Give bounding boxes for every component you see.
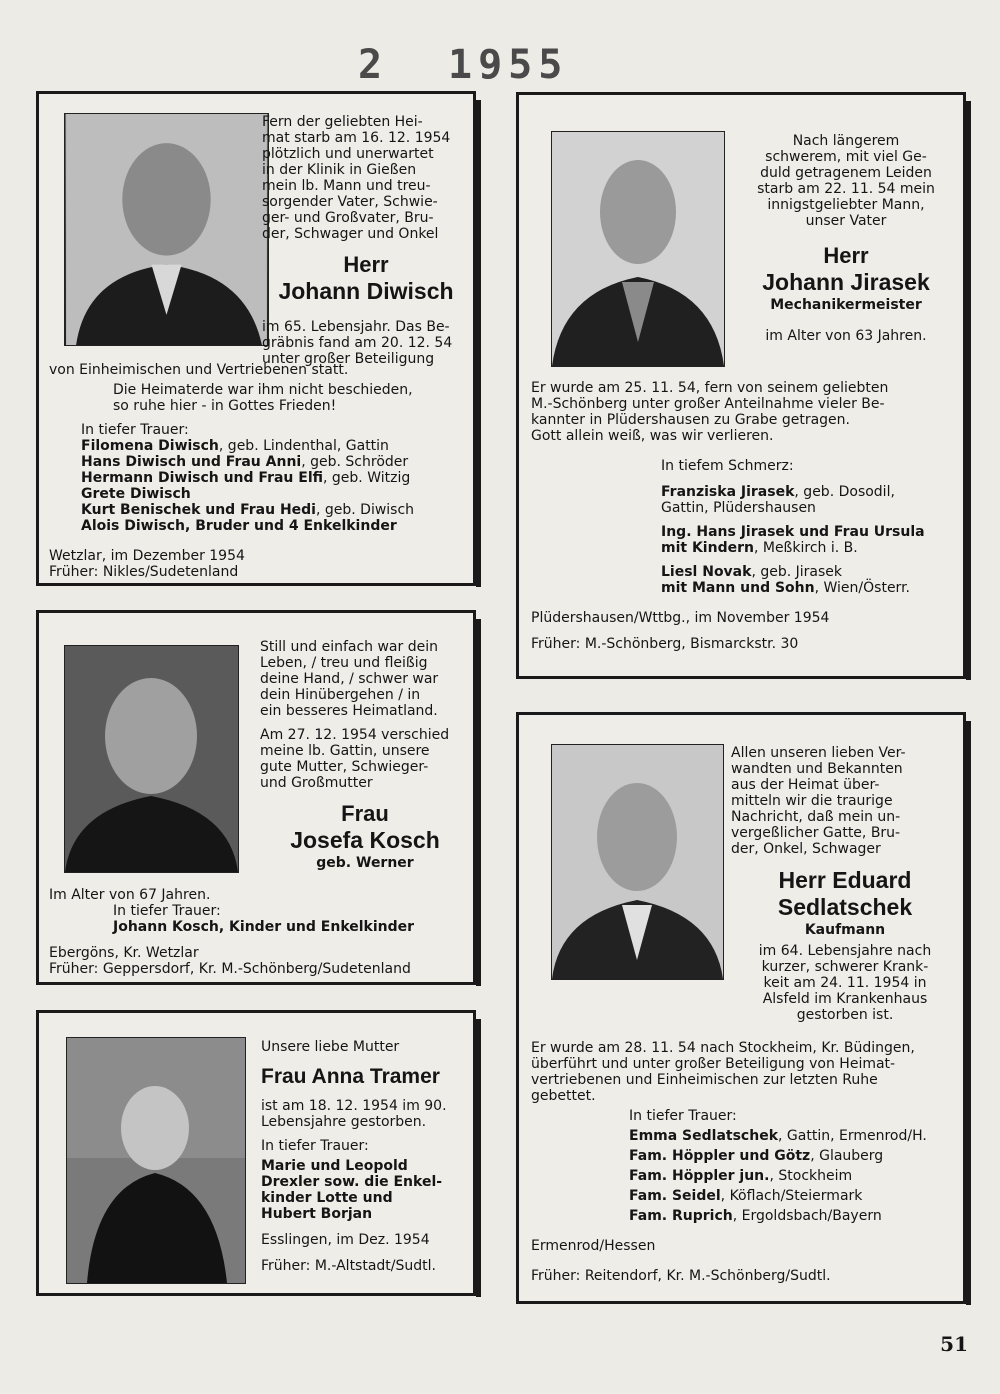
intro-line: meine lb. Gattin, unsere	[260, 743, 430, 759]
place-date: Ebergöns, Kr. Wetzlar	[49, 945, 199, 961]
portrait-sedlatschek	[551, 744, 724, 980]
header-number: 2	[358, 42, 383, 88]
mourning-label: In tiefem Schmerz:	[661, 458, 794, 474]
intro-line: der, Onkel, Schwager	[731, 841, 881, 857]
intro-line: Nachricht, daß mein un-	[731, 809, 901, 825]
mourner-line: Kurt Benischek und Frau Hedi, geb. Diwisch	[81, 502, 415, 518]
portrait-kosch	[64, 645, 239, 873]
intro-line: und Großmutter	[260, 775, 373, 791]
detail-line: keit am 24. 11. 1954 in	[763, 975, 927, 991]
origin: Früher: Geppersdorf, Kr. M.-Schönberg/Sudetenland	[49, 961, 411, 977]
intro-line: ger- und Großvater, Bru-	[262, 210, 434, 226]
burial-line: Er wurde am 25. 11. 54, fern von seinem geliebten	[531, 380, 889, 396]
detail-line: kurzer, schwerer Krank-	[761, 959, 929, 975]
intro-line: ein besseres Heimatland.	[260, 703, 438, 719]
verse-line: so ruhe hier - in Gottes Frieden!	[113, 398, 337, 414]
deceased-name-line2: Sedlatschek	[777, 894, 913, 920]
intro-line: Allen unseren lieben Ver-	[731, 745, 906, 761]
salutation: Herr	[343, 252, 389, 277]
mourner-line: Emma Sedlatschek, Gattin, Ermenrod/H.	[629, 1128, 927, 1144]
mourner-line: Marie und Leopold	[261, 1158, 408, 1174]
mourner-line: Alois Diwisch, Bruder und 4 Enkelkinder	[81, 518, 397, 534]
mourner-line: Fam. Seidel, Köflach/Steiermark	[629, 1188, 863, 1204]
portrait-kosch-figure	[65, 646, 238, 872]
intro-line: Leben, / treu und fleißig	[260, 655, 428, 671]
mourning-label: In tiefer Trauer:	[629, 1108, 737, 1124]
mourner-line: kinder Lotte und	[261, 1190, 393, 1206]
intro-line: unser Vater	[805, 213, 887, 229]
burial-line: vertriebenen und Einheimischen zur letzten Ruhe	[531, 1072, 878, 1088]
detail-line: Alsfeld im Krankenhaus	[762, 991, 928, 1007]
portrait-diwisch	[64, 113, 269, 346]
intro-line: deine Hand, / schwer war	[260, 671, 439, 687]
maiden-name: geb. Werner	[316, 855, 414, 871]
mourner-line: Fam. Höppler und Götz, Glauberg	[629, 1148, 884, 1164]
burial-line: überführt und unter großer Beteiligung von Heimat-	[531, 1056, 896, 1072]
mourner-line: Ing. Hans Jirasek und Frau Ursula	[661, 524, 925, 540]
portrait-jirasek-figure	[552, 132, 724, 366]
obituary-diwisch	[36, 91, 476, 586]
profession: Mechanikermeister	[770, 297, 922, 313]
portrait-diwisch-figure	[65, 114, 268, 345]
place-date: Plüdershausen/Wttbg., im November 1954	[531, 610, 830, 626]
obituary-sedlatschek	[516, 712, 966, 1304]
intro-line: in der Klinik in Gießen	[262, 162, 417, 178]
intro-line: dein Hinübergehen / in	[260, 687, 421, 703]
intro-line: mat starb am 16. 12. 1954	[262, 130, 451, 146]
portrait-sedlatschek-figure	[552, 745, 723, 979]
mourning-label: In tiefer Trauer:	[261, 1138, 369, 1154]
intro-line: vergeßlicher Gatte, Bru-	[731, 825, 901, 841]
intro-line: duld getragenem Leiden	[760, 165, 932, 181]
intro-line: Am 27. 12. 1954 verschied	[260, 727, 450, 743]
origin: Früher: Nikles/Sudetenland	[49, 564, 239, 580]
obituary-tramer	[36, 1010, 476, 1296]
burial-line: kannter in Plüdershausen zu Grabe getragen.	[531, 412, 850, 428]
intro-line: plötzlich und unerwartet	[262, 146, 434, 162]
origin: Früher: M.-Schönberg, Bismarckstr. 30	[531, 636, 799, 652]
mourner-line: Liesl Novak, geb. Jirasek	[661, 564, 843, 580]
burial-line: gebettet.	[531, 1088, 596, 1104]
intro-line: Fern der geliebten Hei-	[262, 114, 423, 130]
intro-line: mein lb. Mann und treu-	[262, 178, 431, 194]
intro-line: Nach längerem	[792, 133, 900, 149]
salutation: Herr	[823, 243, 869, 268]
origin: Früher: M.-Altstadt/Sudtl.	[261, 1258, 436, 1274]
deceased-name-line1: Herr Eduard	[778, 867, 912, 893]
detail-line: im 64. Lebensjahre nach	[758, 943, 932, 959]
mourner-line: Hubert Borjan	[261, 1206, 373, 1222]
deceased-name: Josefa Kosch	[290, 827, 440, 853]
detail-line: gestorben ist.	[796, 1007, 894, 1023]
burial-line: M.-Schönberg unter großer Anteilnahme vieler Be-	[531, 396, 885, 412]
mourner-line: Grete Diwisch	[81, 486, 191, 502]
origin: Früher: Reitendorf, Kr. M.-Schönberg/Sudtl.	[531, 1268, 831, 1284]
intro-line: mitteln wir die traurige	[731, 793, 893, 809]
intro-line: wandten und Bekannten	[731, 761, 903, 777]
mourner-line: Fam. Ruprich, Ergoldsbach/Bayern	[629, 1208, 882, 1224]
deceased-name: Johann Diwisch	[278, 278, 454, 304]
detail-line: Lebensjahre gestorben.	[261, 1114, 427, 1130]
mourner-line: Johann Kosch, Kinder und Enkelkinder	[113, 919, 415, 935]
intro-line: Unsere liebe Mutter	[261, 1039, 400, 1055]
salutation: Frau	[341, 801, 389, 826]
verse-line: Die Heimaterde war ihm nicht beschieden,	[113, 382, 413, 398]
intro-line: starb am 22. 11. 54 mein	[757, 181, 935, 197]
mourning-label: In tiefer Trauer:	[81, 422, 189, 438]
burial-line: Gott allein weiß, was wir verlieren.	[531, 428, 774, 444]
detail-line: gräbnis fand am 20. 12. 54	[262, 335, 453, 351]
place-date: Ermenrod/Hessen	[531, 1238, 656, 1254]
intro-line: sorgender Vater, Schwie-	[262, 194, 438, 210]
mourner-line: Franziska Jirasek, geb. Dosodil,	[661, 484, 895, 500]
header-year: 1955	[448, 42, 569, 88]
detail-line: im 65. Lebensjahr. Das Be-	[262, 319, 450, 335]
burial-line: Er wurde am 28. 11. 54 nach Stockheim, Kr. Büdingen,	[531, 1040, 915, 1056]
intro-line: gute Mutter, Schwieger-	[260, 759, 429, 775]
place-date: Esslingen, im Dez. 1954	[261, 1232, 430, 1248]
age-line: im Alter von 63 Jahren.	[765, 328, 927, 344]
mourner-line: mit Kindern, Meßkirch i. B.	[661, 540, 858, 556]
intro-line: der, Schwager und Onkel	[262, 226, 439, 242]
deceased-name: Frau Anna Tramer	[261, 1065, 440, 1088]
portrait-tramer-figure	[67, 1038, 245, 1283]
mourner-line: Hermann Diwisch und Frau Elfi, geb. Witzig	[81, 470, 411, 486]
mourner-line: Drexler sow. die Enkel-	[261, 1174, 443, 1190]
page-number: 51	[940, 1332, 968, 1356]
intro-line: Still und einfach war dein	[260, 639, 438, 655]
intro-line: aus der Heimat über-	[731, 777, 880, 793]
obituary-kosch	[36, 610, 476, 985]
intro-line: innigstgeliebter Mann,	[767, 197, 925, 213]
portrait-jirasek	[551, 131, 725, 367]
mourner-line: Hans Diwisch und Frau Anni, geb. Schröder	[81, 454, 409, 470]
mourner-line: Fam. Höppler jun., Stockheim	[629, 1168, 853, 1184]
deceased-name: Johann Jirasek	[762, 269, 930, 295]
detail-line: von Einheimischen und Vertriebenen statt.	[49, 362, 349, 378]
profession: Kaufmann	[804, 922, 886, 938]
mourning-label: In tiefer Trauer:	[113, 903, 221, 919]
mourner-line: Gattin, Plüdershausen	[661, 500, 816, 516]
portrait-tramer	[66, 1037, 246, 1284]
mourner-line: Filomena Diwisch, geb. Lindenthal, Gattin	[81, 438, 389, 454]
intro-line: schwerem, mit viel Ge-	[765, 149, 927, 165]
detail-line: unter großer Beteiligung	[262, 351, 435, 367]
age-line: Im Alter von 67 Jahren.	[49, 887, 211, 903]
detail-line: ist am 18. 12. 1954 im 90.	[261, 1098, 447, 1114]
mourner-line: mit Mann und Sohn, Wien/Österr.	[661, 580, 910, 596]
obituary-jirasek	[516, 92, 966, 679]
place-date: Wetzlar, im Dezember 1954	[49, 548, 245, 564]
